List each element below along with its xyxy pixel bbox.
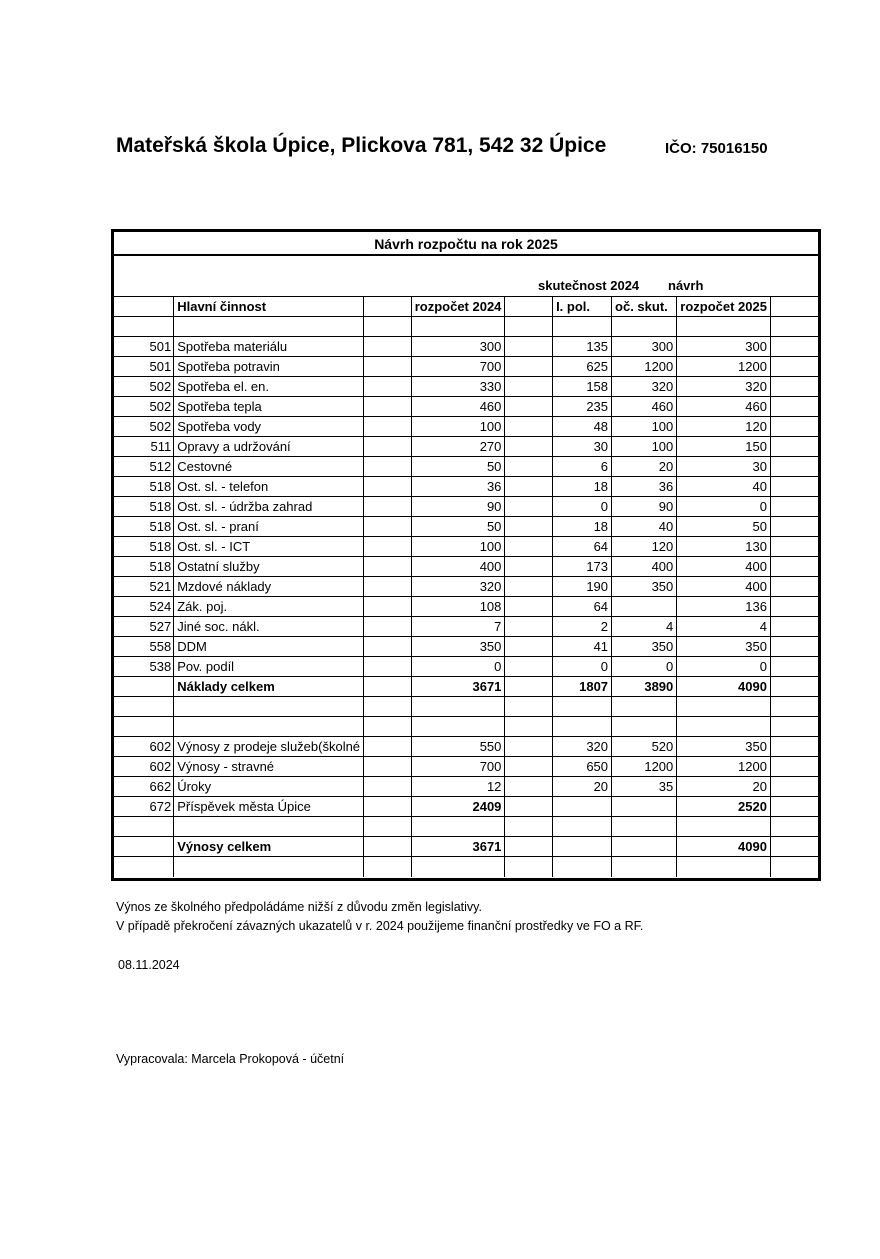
table-row xyxy=(114,537,818,557)
revenue-total-row xyxy=(114,837,818,857)
cell-budget2024: 36 xyxy=(411,477,505,497)
cell-ipol: 173 xyxy=(553,557,612,577)
cell-budget2024: 3671 xyxy=(411,677,505,697)
cell-expected: 350 xyxy=(612,637,677,657)
cell-expected xyxy=(612,597,677,617)
cell-budget2025: 350 xyxy=(677,637,771,657)
cell-budget2024: 3671 xyxy=(411,837,505,857)
cell-budget2024: 270 xyxy=(411,437,505,457)
cell-ipol: 64 xyxy=(553,597,612,617)
cell-expected: 300 xyxy=(612,337,677,357)
table-row xyxy=(114,797,818,817)
cell-expected: 4 xyxy=(612,617,677,637)
row-label: Opravy a udržování xyxy=(174,437,364,457)
row-code: 518 xyxy=(114,557,174,577)
cell-budget2025: 400 xyxy=(677,557,771,577)
cell-ipol: 625 xyxy=(553,357,612,377)
cell-ipol: 135 xyxy=(553,337,612,357)
cell-ipol xyxy=(553,797,612,817)
row-code: 524 xyxy=(114,597,174,617)
row-code: 518 xyxy=(114,517,174,537)
cell-expected: 3890 xyxy=(612,677,677,697)
row-code: 521 xyxy=(114,577,174,597)
cell-budget2025: 30 xyxy=(677,457,771,477)
row-code: 502 xyxy=(114,377,174,397)
cell-ipol: 650 xyxy=(553,757,612,777)
cell-budget2024: 330 xyxy=(411,377,505,397)
row-label: Úroky xyxy=(174,777,364,797)
row-label: Ost. sl. - praní xyxy=(174,517,364,537)
table-row xyxy=(114,757,818,777)
row-code: 602 xyxy=(114,737,174,757)
row-code: 518 xyxy=(114,477,174,497)
cell-budget2025: 350 xyxy=(677,737,771,757)
cell-budget2025: 4090 xyxy=(677,837,771,857)
row-label: Spotřeba el. en. xyxy=(174,377,364,397)
cell-budget2025: 460 xyxy=(677,397,771,417)
table-row xyxy=(114,597,818,617)
cell-ipol: 18 xyxy=(553,517,612,537)
cell-ipol: 18 xyxy=(553,477,612,497)
column-header-expected: oč. skut. xyxy=(612,297,677,317)
cell-budget2024: 50 xyxy=(411,457,505,477)
row-code: 527 xyxy=(114,617,174,637)
cell-budget2024: 700 xyxy=(411,757,505,777)
cell-budget2024: 12 xyxy=(411,777,505,797)
document-date: 08.11.2024 xyxy=(118,958,180,972)
cell-ipol: 48 xyxy=(553,417,612,437)
cell-budget2024: 350 xyxy=(411,637,505,657)
row-label: Ost. sl. - údržba zahrad xyxy=(174,497,364,517)
row-label: Spotřeba tepla xyxy=(174,397,364,417)
row-label: Ostatní služby xyxy=(174,557,364,577)
cell-expected xyxy=(612,797,677,817)
cell-expected: 35 xyxy=(612,777,677,797)
table-row xyxy=(114,337,818,357)
table-row xyxy=(114,497,818,517)
cell-budget2025: 20 xyxy=(677,777,771,797)
row-label: Zák. poj. xyxy=(174,597,364,617)
cell-budget2024: 0 xyxy=(411,657,505,677)
row-label: Spotřeba potravin xyxy=(174,357,364,377)
table-row xyxy=(114,737,818,757)
table-row xyxy=(114,617,818,637)
cell-ipol: 320 xyxy=(553,737,612,757)
cell-budget2025: 0 xyxy=(677,657,771,677)
cell-ipol: 0 xyxy=(553,497,612,517)
cell-budget2024: 7 xyxy=(411,617,505,637)
cell-budget2024: 100 xyxy=(411,417,505,437)
cell-budget2024: 90 xyxy=(411,497,505,517)
cell-budget2025: 320 xyxy=(677,377,771,397)
cell-ipol: 30 xyxy=(553,437,612,457)
row-label: Výnosy - stravné xyxy=(174,757,364,777)
table-header-row xyxy=(114,297,818,317)
row-code: 518 xyxy=(114,497,174,517)
cell-expected: 40 xyxy=(612,517,677,537)
blank-row xyxy=(114,717,818,737)
cell-budget2024: 108 xyxy=(411,597,505,617)
table-row xyxy=(114,377,818,397)
row-code: 558 xyxy=(114,637,174,657)
cell-ipol: 6 xyxy=(553,457,612,477)
row-code: 501 xyxy=(114,337,174,357)
cell-budget2025: 120 xyxy=(677,417,771,437)
cell-expected: 36 xyxy=(612,477,677,497)
note-line-2: V případě překročení závazných ukazatelů v r. 2024 použijeme finanční prostředky ve FO a RF. xyxy=(116,919,644,933)
cell-budget2025: 400 xyxy=(677,577,771,597)
group-label-actual: skutečnost 2024 xyxy=(538,278,640,293)
blank-row xyxy=(114,697,818,717)
cell-ipol: 235 xyxy=(553,397,612,417)
cell-expected: 320 xyxy=(612,377,677,397)
cost-total-row xyxy=(114,677,818,697)
cell-budget2025: 4 xyxy=(677,617,771,637)
cell-expected: 0 xyxy=(612,657,677,677)
table-row xyxy=(114,397,818,417)
table-row xyxy=(114,517,818,537)
cell-budget2025: 136 xyxy=(677,597,771,617)
cell-budget2025: 150 xyxy=(677,437,771,457)
cell-expected: 120 xyxy=(612,537,677,557)
column-header-budget2024: rozpočet 2024 xyxy=(411,297,505,317)
cell-expected: 1200 xyxy=(612,357,677,377)
row-code: 512 xyxy=(114,457,174,477)
row-code: 662 xyxy=(114,777,174,797)
cell-ipol: 0 xyxy=(553,657,612,677)
cell-expected: 20 xyxy=(612,457,677,477)
cell-expected xyxy=(612,837,677,857)
cell-expected: 100 xyxy=(612,437,677,457)
table-row xyxy=(114,457,818,477)
table-row xyxy=(114,777,818,797)
row-label: Výnosy z prodeje služeb(školné xyxy=(174,737,364,757)
budget-table xyxy=(114,296,818,877)
cell-budget2024: 700 xyxy=(411,357,505,377)
row-code: 518 xyxy=(114,537,174,557)
cell-expected: 350 xyxy=(612,577,677,597)
budget-sheet xyxy=(111,229,821,881)
cell-ipol: 20 xyxy=(553,777,612,797)
cell-expected: 90 xyxy=(612,497,677,517)
group-label-proposal: návrh xyxy=(668,278,704,293)
cell-budget2025: 130 xyxy=(677,537,771,557)
row-label: Ost. sl. - ICT xyxy=(174,537,364,557)
row-code: 502 xyxy=(114,417,174,437)
cell-budget2024: 50 xyxy=(411,517,505,537)
cell-budget2024: 460 xyxy=(411,397,505,417)
cell-ipol: 190 xyxy=(553,577,612,597)
table-row xyxy=(114,417,818,437)
row-label: Spotřeba vody xyxy=(174,417,364,437)
table-row xyxy=(114,657,818,677)
table-row xyxy=(114,357,818,377)
row-label: Pov. podíl xyxy=(174,657,364,677)
blank-row xyxy=(114,317,818,337)
row-label: Příspěvek města Úpice xyxy=(174,797,364,817)
row-code xyxy=(114,677,174,697)
row-code xyxy=(114,837,174,857)
cell-budget2025: 300 xyxy=(677,337,771,357)
cell-ipol: 41 xyxy=(553,637,612,657)
row-label: Jiné soc. nákl. xyxy=(174,617,364,637)
cell-ipol: 1807 xyxy=(553,677,612,697)
cell-budget2025: 1200 xyxy=(677,357,771,377)
cell-budget2024: 300 xyxy=(411,337,505,357)
cell-budget2025: 40 xyxy=(677,477,771,497)
cell-budget2025: 2520 xyxy=(677,797,771,817)
row-label: Náklady celkem xyxy=(174,677,364,697)
company-id: IČO: 75016150 xyxy=(665,140,768,157)
row-code: 511 xyxy=(114,437,174,457)
cell-expected: 460 xyxy=(612,397,677,417)
row-code: 602 xyxy=(114,757,174,777)
cell-ipol xyxy=(553,837,612,857)
row-code: 538 xyxy=(114,657,174,677)
cell-expected: 520 xyxy=(612,737,677,757)
cell-budget2025: 0 xyxy=(677,497,771,517)
row-label: Spotřeba materiálu xyxy=(174,337,364,357)
row-label: Ost. sl. - telefon xyxy=(174,477,364,497)
cell-ipol: 2 xyxy=(553,617,612,637)
cell-expected: 400 xyxy=(612,557,677,577)
cell-budget2024: 2409 xyxy=(411,797,505,817)
note-line-1: Výnos ze školného předpoládáme nižší z důvodu změn legislativy. xyxy=(116,900,482,914)
table-row xyxy=(114,477,818,497)
cell-expected: 1200 xyxy=(612,757,677,777)
cell-budget2025: 50 xyxy=(677,517,771,537)
cell-budget2024: 100 xyxy=(411,537,505,557)
table-row xyxy=(114,637,818,657)
cell-budget2024: 550 xyxy=(411,737,505,757)
table-row xyxy=(114,437,818,457)
blank-row xyxy=(114,817,818,837)
blank-row xyxy=(114,857,818,877)
cell-ipol: 158 xyxy=(553,377,612,397)
cell-budget2025: 4090 xyxy=(677,677,771,697)
cell-budget2024: 400 xyxy=(411,557,505,577)
row-code: 502 xyxy=(114,397,174,417)
row-label: Mzdové náklady xyxy=(174,577,364,597)
sheet-title: Návrh rozpočtu na rok 2025 xyxy=(114,232,818,256)
row-label: Cestovné xyxy=(174,457,364,477)
column-header-main: Hlavní činnost xyxy=(174,297,364,317)
row-code: 672 xyxy=(114,797,174,817)
table-row xyxy=(114,577,818,597)
column-header-ipol: I. pol. xyxy=(553,297,612,317)
table-row xyxy=(114,557,818,577)
cell-ipol: 64 xyxy=(553,537,612,557)
prepared-by: Vypracovala: Marcela Prokopová - účetní xyxy=(116,1052,345,1066)
row-code: 501 xyxy=(114,357,174,377)
column-header-budget2025: rozpočet 2025 xyxy=(677,297,771,317)
document-title: Mateřská škola Úpice, Plickova 781, 542 32 Úpice xyxy=(116,134,607,157)
row-label: Výnosy celkem xyxy=(174,837,364,857)
cell-budget2025: 1200 xyxy=(677,757,771,777)
row-label: DDM xyxy=(174,637,364,657)
cell-budget2024: 320 xyxy=(411,577,505,597)
cell-expected: 100 xyxy=(612,417,677,437)
